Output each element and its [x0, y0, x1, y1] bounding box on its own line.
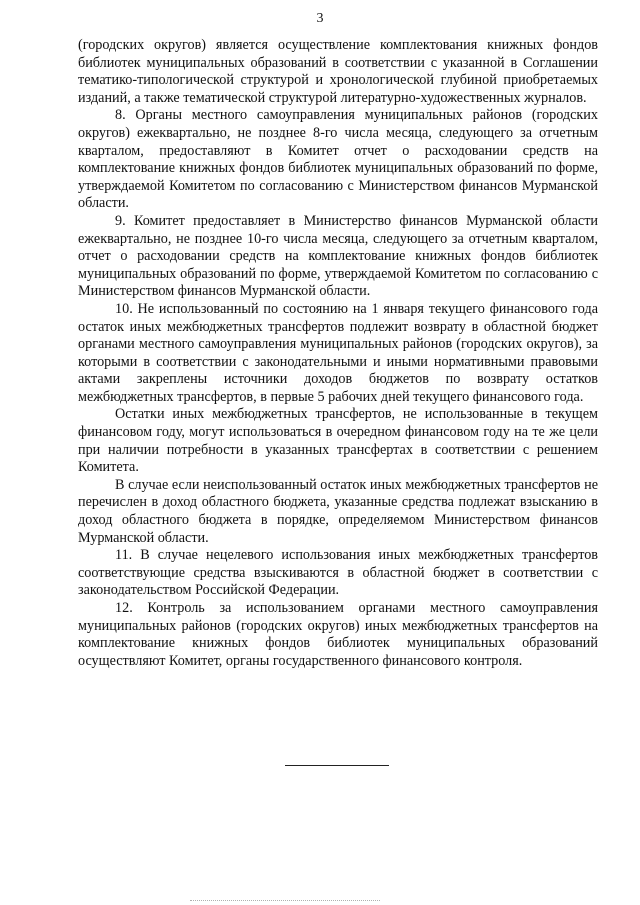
paragraph-item-9: 9. Комитет предоставляет в Министерство финансов Мурманской области ежеквартально, не позднее 10-го числа месяца, следующего за отчетным кварталом, отчет о расходовании средств на комплектование книжных фондов библиотек муниципальных образований по форме, утверждаемой Комитетом по согласованию с Министерством финансов Мурманской области. — [78, 212, 598, 300]
scan-edge-line — [190, 900, 380, 901]
page-number: 3 — [316, 11, 324, 26]
paragraph-continuation: (городских округов) является осуществление комплектования книжных фондов библиотек муниципальных образований в соответствии с указанной в Соглашении тематико-типологической структурой и хронологической глубиной приобретаемых изданий, а также тематической структурой литературно-художественных журналов. — [78, 37, 598, 106]
paragraph-item-12: 12. Контроль за использованием органами местного самоуправления муниципальных районов (городских округов) иных межбюджетных трансфертов на комплектование книжных фондов библиотек муниципальных образований осуществляют Комитет, органы государственного финансового контроля. — [78, 600, 598, 669]
paragraph-remainders: Остатки иных межбюджетных трансфертов, не использованные в текущем финансовом году, могут использоваться в очередном финансовом году на те же цели при наличии потребности в указанных трансфертах в соответствии с решением Комитета. — [78, 406, 598, 476]
paragraph-item-8: 8. Органы местного самоуправления муниципальных районов (городских округов) ежеквартально, не позднее 8-го числа месяца, следующего за отчетным кварталом, предоставляют в Комитет отчет о расходовании средств на комплектование книжных фондов библиотек муниципальных образований по форме, утверждаемой Комитетом по согласованию с Министерством финансов Мурманской области. — [78, 107, 598, 212]
paragraph-item-10: 10. Не использованный по состоянию на 1 января текущего финансового года остаток иных межбюджетных трансфертов подлежит возврату в областной бюджет органами местного самоуправления муниципальных районов (городских округов), за которыми в соответствии с законодательными и иными нормативными правовыми актами закреплены источники доходов бюджетов по возврату остатков межбюджетных трансфертов, в первые 5 рабочих дней текущего финансового года. — [78, 300, 598, 405]
document-body — [78, 37, 598, 670]
paragraph-item-11: 11. В случае нецелевого использования иных межбюджетных трансфертов соответствующие средства взыскиваются в областной бюджет в соответствии с законодательством Российской Федерации. — [78, 547, 598, 599]
paragraph-recovery: В случае если неиспользованный остаток иных межбюджетных трансфертов не перечислен в доход областного бюджета, указанные средства подлежат взысканию в доход областного бюджета в порядке, определяемом Министерством финансов Мурманской области. — [78, 476, 598, 546]
end-of-document-rule — [285, 765, 389, 766]
